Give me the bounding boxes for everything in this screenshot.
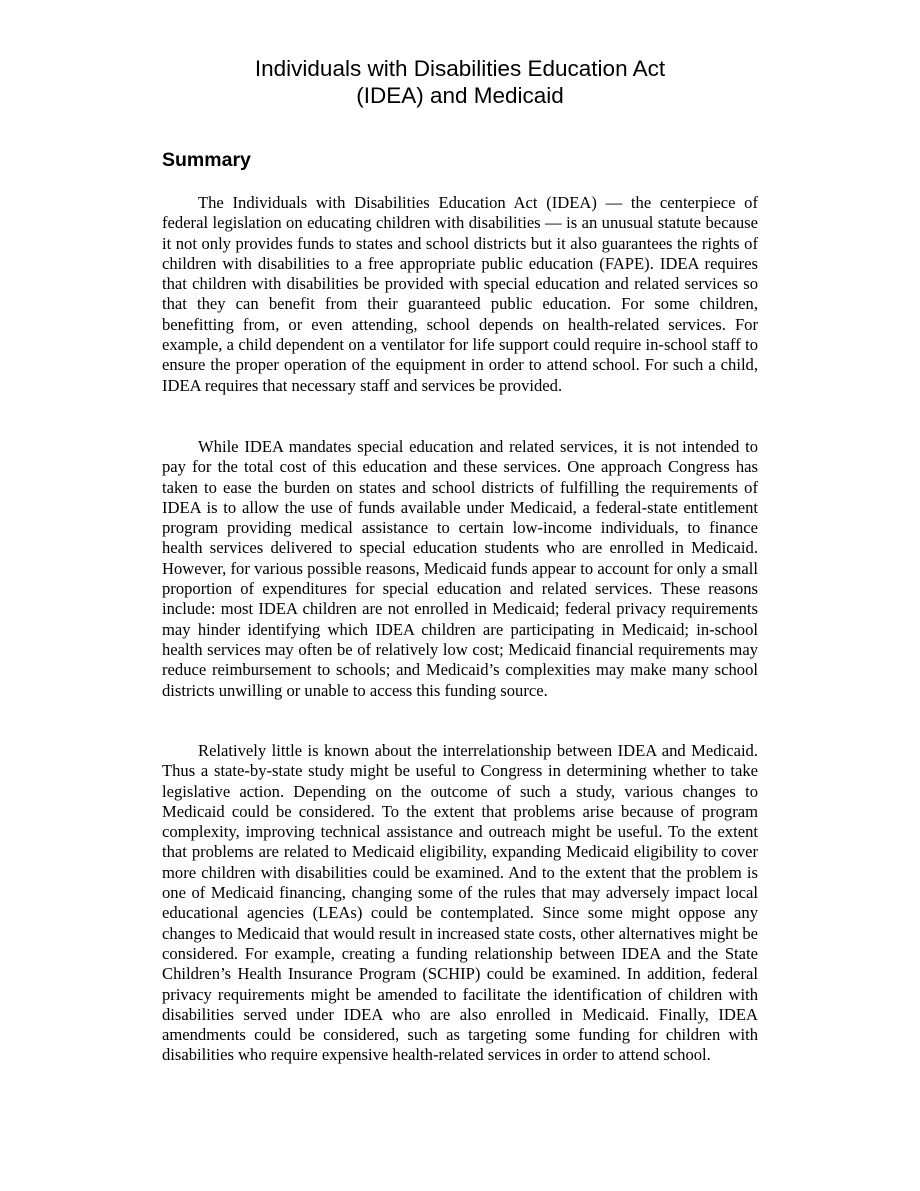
summary-heading: Summary <box>162 149 251 171</box>
summary-paragraph-1: The Individuals with Disabilities Education Act (IDEA) — the centerpiece of federal legislation on educating children with disabilities — is an unusual statute because it not only provides funds to states and school districts but it also guarantees the rights of children with disabilities to a free appropriate public education (FAPE). IDEA requires that children with disabilities be provided with special education and related services so that they can benefit from their guaranteed public education. For some children, benefitting from, or even attending, school depends on health-related services. For example, a child dependent on a ventilator for life support could require in-school staff to ensure the proper operation of the equipment in order to attend school. For such a child, IDEA requires that necessary staff and services be provided. <box>162 193 758 395</box>
summary-paragraph-3: Relatively little is known about the interrelationship between IDEA and Medicaid. Thus a state-by-state study might be useful to Congress in determining whether to take legislative action. Depending on the outcome of such a study, various changes to Medicaid could be considered. To the extent that problems arise because of program complexity, improving technical assistance and outreach might be useful. To the extent that problems are related to Medicaid eligibility, expanding Medicaid eligibility to cover more children with disabilities could be examined. And to the extent that the problem is one of Medicaid financing, changing some of the rules that may adversely impact local educational agencies (LEAs) could be contemplated. Since some might oppose any changes to Medicaid that would result in increased state costs, other alternatives might be considered. For example, creating a funding relationship between IDEA and the State Children’s Health Insurance Program (SCHIP) could be examined. In addition, federal privacy requirements might be amended to facilitate the identification of children with disabilities served under IDEA who are also enrolled in Medicaid. Finally, IDEA amendments could be considered, such as targeting some funding for children with disabilities who require expensive health-related services in order to attend school. <box>162 741 758 1065</box>
document-title <box>162 55 758 109</box>
summary-paragraph-2: While IDEA mandates special education and related services, it is not intended to pay for the total cost of this education and these services. One approach Congress has taken to ease the burden on states and school districts of fulfilling the requirements of IDEA is to allow the use of funds available under Medicaid, a federal-state entitlement program providing medical assistance to certain low-income individuals, to finance health services delivered to special education students who are enrolled in Medicaid. However, for various possible reasons, Medicaid funds appear to account for only a small proportion of expenditures for special education and related services. These reasons include: most IDEA children are not enrolled in Medicaid; federal privacy requirements may hinder identifying which IDEA children are participating in Medicaid; in-school health services may often be of relatively low cost; Medicaid financial requirements may reduce reimbursement to schools; and Medicaid’s complexities may make many school districts unwilling or unable to access this funding source. <box>162 437 758 700</box>
title-line-2: (IDEA) and Medicaid <box>356 83 564 108</box>
title-line-1: Individuals with Disabilities Education Act <box>254 56 666 81</box>
